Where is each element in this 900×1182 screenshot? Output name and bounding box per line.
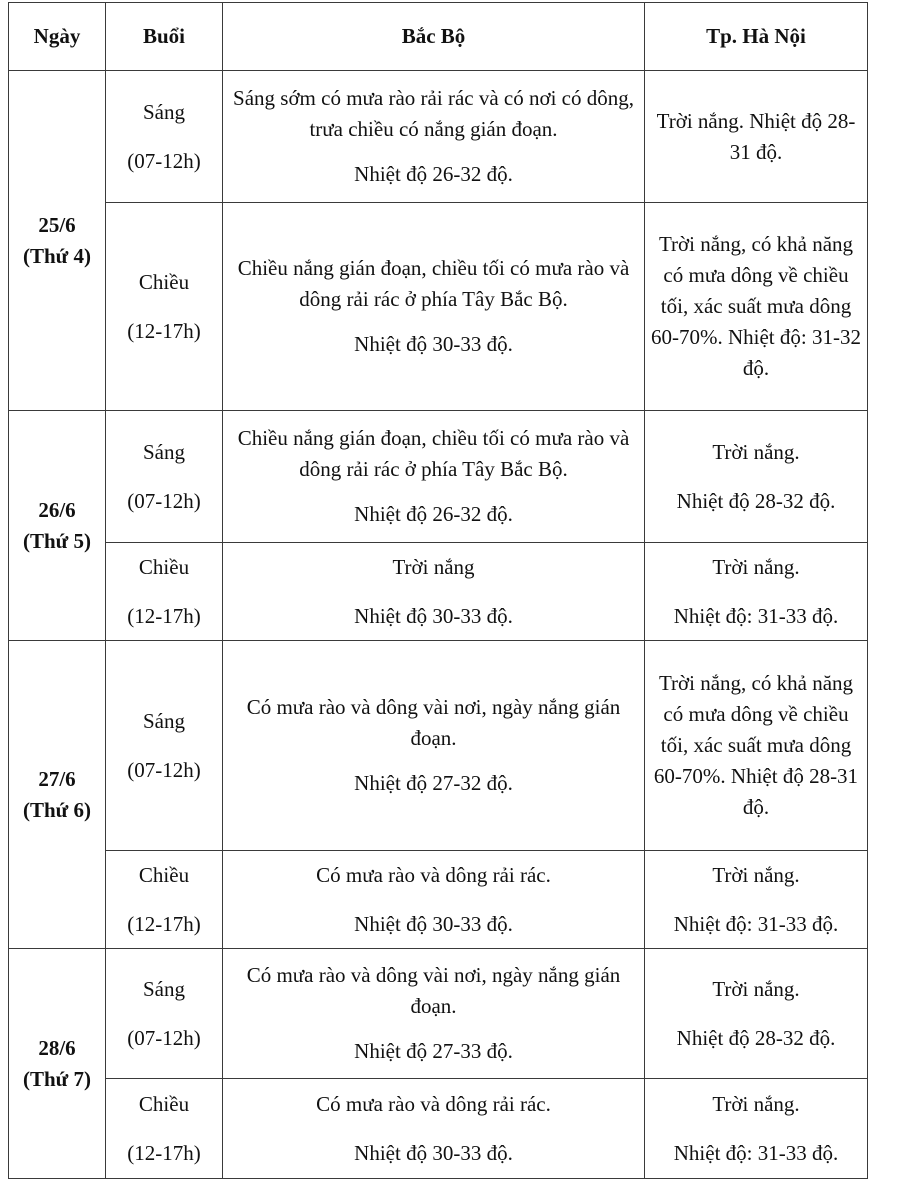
hanoi-temp: Nhiệt độ: 31-33 độ.: [673, 911, 839, 936]
day-weekday: (Thứ 6): [22, 797, 92, 822]
north-temp: Nhiệt độ 30-33 độ.: [354, 911, 513, 936]
table-row: [9, 203, 868, 411]
north-desc: Sáng sớm có mưa rào rải rác và có nơi có dông, trưa chiều có nắng gián đoạn.: [233, 86, 634, 141]
north-cell: [223, 1079, 645, 1179]
day-weekday: (Thứ 7): [22, 1066, 92, 1091]
hanoi-text: Trời nắng, có khả năng có mưa dông về chiều tối, xác suất mưa dông 60-70%. Nhiệt độ 28-31 độ.: [653, 671, 859, 819]
hanoi-text: Trời nắng. Nhiệt độ 28-31 độ.: [656, 108, 856, 164]
session-label: Sáng: [143, 99, 185, 124]
hanoi-cell: [645, 851, 868, 949]
session-cell: [106, 641, 223, 851]
north-cell: [223, 543, 645, 641]
day-cell: [9, 411, 106, 641]
session-time: (12-17h): [127, 603, 201, 628]
table-row: [9, 851, 868, 949]
north-cell: [223, 949, 645, 1079]
hanoi-temp: Nhiệt độ: 31-33 độ.: [673, 1140, 839, 1165]
session-label: Chiều: [138, 1091, 190, 1116]
session-time: (07-12h): [127, 757, 201, 782]
hanoi-temp: Nhiệt độ 28-32 độ.: [676, 1025, 836, 1050]
session-cell: [106, 851, 223, 949]
north-desc: Có mưa rào và dông vài nơi, ngày nắng gián đoạn.: [246, 695, 621, 750]
hanoi-text: Trời nắng, có khả năng có mưa dông về chiều tối, xác suất mưa dông 60-70%. Nhiệt độ: 31-32 độ.: [651, 232, 861, 380]
north-desc: Có mưa rào và dông rải rác.: [316, 862, 551, 887]
header-day: Ngày: [9, 3, 106, 71]
hanoi-desc: Trời nắng.: [712, 439, 800, 464]
table-row: [9, 949, 868, 1079]
day-date: 26/6: [38, 497, 76, 522]
day-weekday: (Thứ 4): [22, 243, 92, 268]
north-temp: Nhiệt độ 26-32 độ.: [354, 502, 513, 526]
hanoi-desc: Trời nắng.: [712, 862, 800, 887]
header-session: Buổi: [106, 3, 223, 71]
session-time: (07-12h): [127, 488, 201, 513]
north-cell: [223, 851, 645, 949]
north-cell: [223, 203, 645, 411]
session-cell: [106, 411, 223, 543]
session-time: (07-12h): [127, 148, 201, 173]
session-cell: [106, 543, 223, 641]
day-date: 28/6: [38, 1035, 76, 1060]
north-temp: Nhiệt độ 27-33 độ.: [354, 1039, 513, 1063]
session-time: (12-17h): [127, 1140, 201, 1165]
hanoi-cell: [645, 543, 868, 641]
day-cell: [9, 71, 106, 411]
north-temp: Nhiệt độ 30-33 độ.: [354, 332, 513, 356]
header-north: Bắc Bộ: [223, 3, 645, 71]
session-label: Chiều: [138, 269, 190, 294]
session-time: (12-17h): [127, 911, 201, 936]
table-row: [9, 641, 868, 851]
header-hanoi: Tp. Hà Nội: [645, 3, 868, 71]
north-cell: [223, 71, 645, 203]
session-cell: [106, 71, 223, 203]
session-cell: [106, 203, 223, 411]
session-time: (12-17h): [127, 318, 201, 343]
hanoi-desc: Trời nắng.: [712, 554, 800, 579]
hanoi-temp: Nhiệt độ: 31-33 độ.: [673, 603, 839, 628]
table-row: [9, 543, 868, 641]
session-label: Sáng: [143, 439, 185, 464]
day-date: 25/6: [38, 212, 76, 237]
hanoi-cell: [645, 641, 868, 851]
session-cell: [106, 1079, 223, 1179]
table-row: [9, 71, 868, 203]
north-desc: Chiều nắng gián đoạn, chiều tối có mưa rào và dông rải rác ở phía Tây Bắc Bộ.: [237, 426, 630, 481]
hanoi-cell: [645, 411, 868, 543]
hanoi-cell: [645, 71, 868, 203]
table-row: [9, 1079, 868, 1179]
forecast-table: [8, 2, 868, 1179]
north-cell: [223, 641, 645, 851]
day-weekday: (Thứ 5): [22, 528, 92, 553]
hanoi-cell: [645, 1079, 868, 1179]
hanoi-temp: Nhiệt độ 28-32 độ.: [676, 488, 836, 513]
hanoi-desc: Trời nắng.: [712, 1091, 800, 1116]
table-row: [9, 411, 868, 543]
north-desc: Có mưa rào và dông rải rác.: [316, 1091, 551, 1116]
day-cell: [9, 641, 106, 949]
north-temp: Nhiệt độ 30-33 độ.: [354, 1140, 513, 1165]
north-temp: Nhiệt độ 27-32 độ.: [354, 771, 513, 795]
session-cell: [106, 949, 223, 1079]
header-row: [9, 3, 868, 71]
hanoi-cell: [645, 949, 868, 1079]
north-temp: Nhiệt độ 30-33 độ.: [354, 603, 513, 628]
north-cell: [223, 411, 645, 543]
north-temp: Nhiệt độ 26-32 độ.: [354, 162, 513, 186]
day-cell: [9, 949, 106, 1179]
session-label: Sáng: [143, 708, 185, 733]
session-label: Sáng: [143, 976, 185, 1001]
session-time: (07-12h): [127, 1025, 201, 1050]
north-desc: Trời nắng: [392, 554, 475, 579]
day-date: 27/6: [38, 766, 76, 791]
north-desc: Có mưa rào và dông vài nơi, ngày nắng gián đoạn.: [246, 963, 621, 1018]
north-desc: Chiều nắng gián đoạn, chiều tối có mưa rào và dông rải rác ở phía Tây Bắc Bộ.: [237, 256, 630, 311]
session-label: Chiều: [138, 554, 190, 579]
hanoi-desc: Trời nắng.: [712, 976, 800, 1001]
session-label: Chiều: [138, 862, 190, 887]
hanoi-cell: [645, 203, 868, 411]
